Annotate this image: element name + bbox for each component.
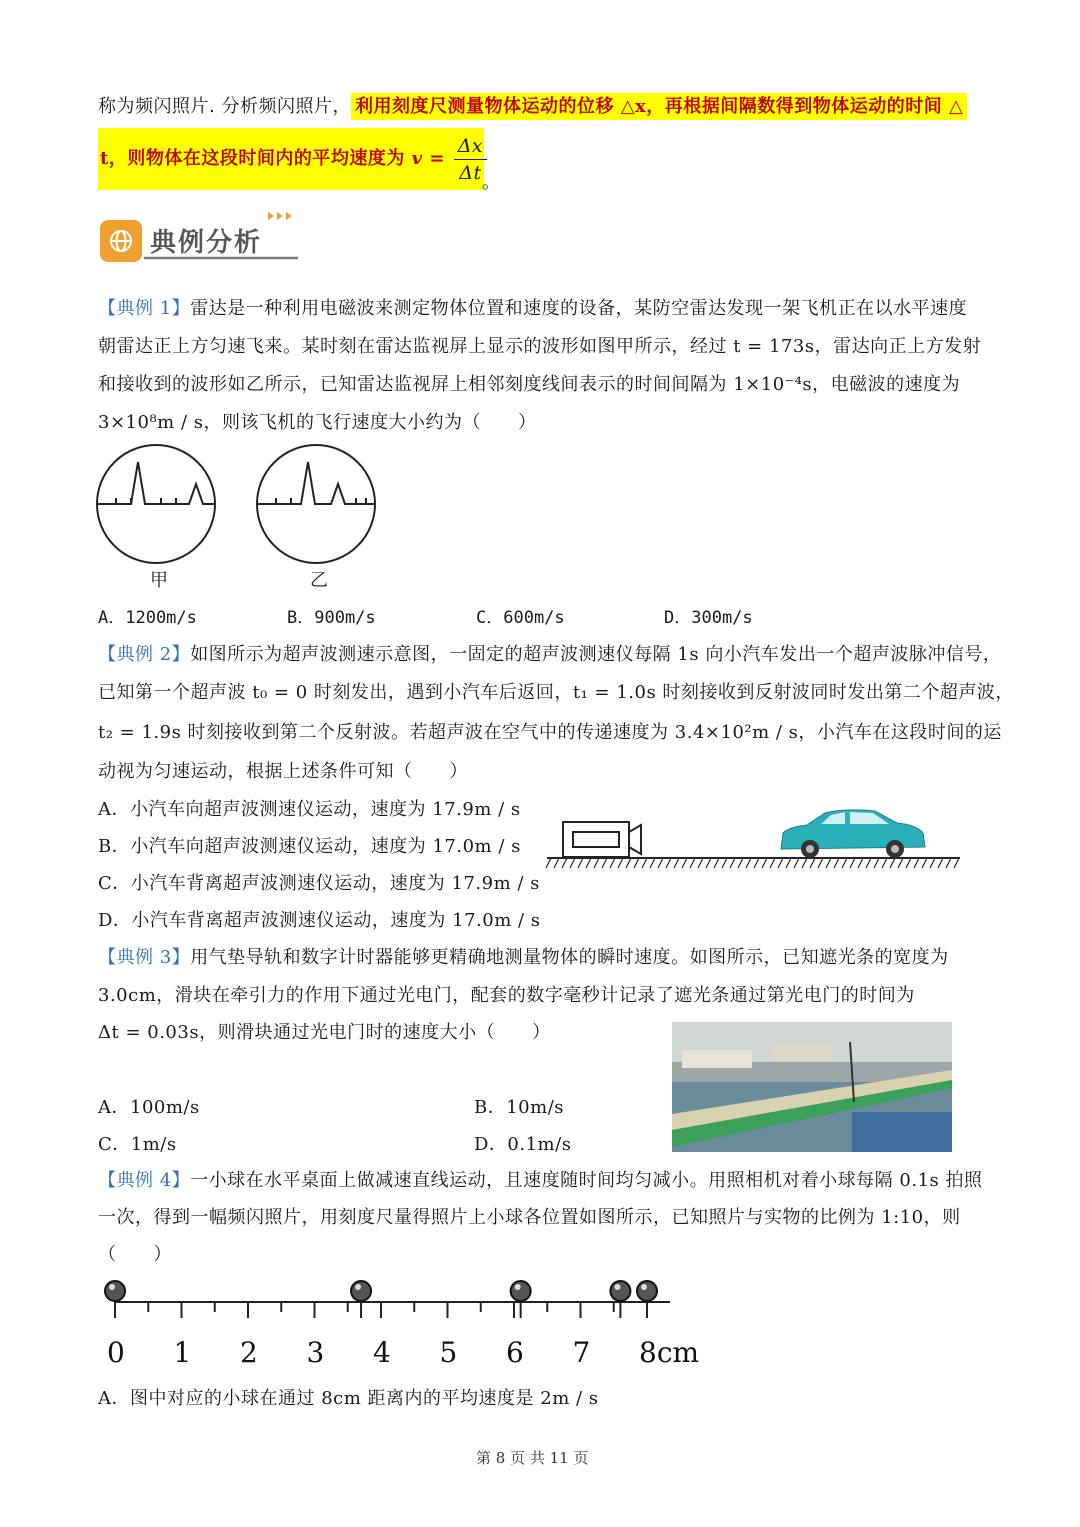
ball-highlight	[355, 1284, 361, 1290]
fraction-denominator: Δt	[459, 161, 482, 184]
ex3-option-b: B．10m/s	[474, 1097, 565, 1118]
intro-line-1	[98, 92, 967, 118]
ruler-label: 7	[572, 1336, 591, 1369]
ruler-label: 6	[506, 1336, 524, 1369]
ruler-label: 0	[107, 1336, 125, 1369]
ex2-text-4: 动视为匀速运动，根据上述条件可知（ ）	[98, 761, 468, 782]
intro-line-2	[98, 128, 484, 190]
ex2-option-d: D．小汽车背离超声波测速仪运动，速度为 17.0m / s	[98, 910, 541, 931]
ex1-text-2: 朝雷达正上方匀速飞来。某时刻在雷达监视屏上显示的波形如图甲所示，经过 t = 173s，雷达向正上方发射	[98, 336, 982, 357]
ex3-option-a: A．100m/s	[98, 1097, 200, 1118]
ex2-text-1: 如图所示为超声波测速示意图，一固定的超声波测速仪每隔 1s 向小汽车发出一个超声波脉冲信号，	[190, 644, 1002, 665]
fraction-numerator: Δx	[454, 133, 487, 160]
ex4-text-2: 一次，得到一幅频闪照片，用刻度尺量得照片上小球各位置如图所示，已知照片与实物的比例为 1:10，则	[98, 1207, 961, 1228]
intro-highlight-2: t，则物体在这段时间内的平均速度为	[100, 148, 405, 169]
ruler-figure	[95, 1272, 715, 1372]
ex4-text-3: （ ）	[98, 1244, 172, 1265]
ex1-option-b: B．900m/s	[287, 608, 376, 628]
radar-screen-a	[97, 445, 215, 563]
radar-screen-b	[257, 445, 375, 563]
ex3-text-2: 3.0cm，滑块在牵引力的作用下通过光电门，配套的数字毫秒计记录了遮光条通过第光电门的时间为	[98, 985, 915, 1006]
ex4-option-a: A．图中对应的小球在通过 8cm 距离内的平均速度是 2m / s	[98, 1388, 599, 1409]
intro-plain-text: 称为频闪照片. 分析频闪照片，	[98, 96, 351, 117]
air-track-illustration	[672, 1022, 952, 1152]
ball-highlight	[614, 1284, 620, 1290]
ex1-tag: 【典例 1】	[98, 298, 191, 319]
section-title: 典例分析	[150, 228, 263, 258]
ex2-tag: 【典例 2】	[98, 644, 191, 665]
speed-detector	[563, 822, 641, 857]
radar-label-a: 甲	[150, 570, 169, 591]
ex3-option-c: C．1m/s	[98, 1134, 177, 1155]
ball-highlight	[641, 1284, 647, 1290]
ruler-label: 8cm	[639, 1336, 700, 1369]
ex1-option-a: A．1200m/s	[98, 608, 197, 628]
ball	[637, 1281, 657, 1301]
ex4-tag: 【典例 4】	[98, 1170, 191, 1191]
ex2-option-c: C．小汽车背离超声波测速仪运动，速度为 17.9m / s	[98, 873, 540, 894]
ex1-option-c: C．600m/s	[476, 608, 565, 628]
ex1-text-3: 和接收到的波形如乙所示，已知雷达监视屏上相邻刻度线间表示的时间间隔为 1×10⁻⁴s，电磁波的速度为	[98, 374, 961, 395]
ruler-ticks	[115, 1302, 647, 1318]
ball	[105, 1281, 125, 1301]
ex2-line-1	[98, 640, 1001, 666]
ruler-label: 2	[240, 1336, 258, 1369]
ex1-line-1	[98, 294, 967, 320]
ex2-option-b: B．小汽车向超声波测速仪运动，速度为 17.0m / s	[98, 836, 521, 857]
ex4-line-1	[98, 1166, 983, 1192]
ruler-label: 3	[306, 1336, 325, 1369]
ball-highlight	[109, 1284, 115, 1290]
car-icon	[781, 810, 925, 858]
page-footer: 第 8 页 共 11 页	[476, 1449, 589, 1467]
v-symbol: v =	[411, 148, 445, 169]
ultrasonic-speed-figure	[545, 805, 965, 870]
intro-period: 。	[482, 172, 501, 193]
ex3-option-d: D．0.1m/s	[474, 1134, 572, 1155]
ruler-label: 4	[373, 1336, 391, 1369]
ex2-text-2: 已知第一个超声波 t₀ = 0 时刻发出，遇到小汽车后返回，t₁ = 1.0s 时刻接收到反射波同时发出第二个超声波，	[98, 682, 1014, 703]
ex1-text-4: 3×10⁸m / s，则该飞机的飞行速度大小约为（ ）	[98, 412, 537, 433]
ball	[511, 1281, 531, 1301]
ex3-text-1: 用气垫导轨和数字计时器能够更精确地测量物体的瞬时速度。如图所示，已知遮光条的宽度为	[190, 947, 949, 968]
radar-label-b: 乙	[310, 570, 329, 591]
ex3-text-3: Δt = 0.03s，则滑块通过光电门时的速度大小（ ）	[98, 1022, 551, 1043]
radar-screens-figure	[96, 444, 386, 569]
ex1-option-d: D．300m/s	[664, 608, 753, 628]
air-track-photo	[672, 1022, 952, 1152]
intro-highlight-1: 利用刻度尺测量物体运动的位移 △x，再根据间隔数得到物体运动的时间 △	[351, 93, 967, 120]
ball-highlight	[515, 1284, 521, 1290]
ruler-labels	[107, 1336, 699, 1369]
ground-hatching	[546, 858, 959, 868]
ruler-label: 5	[439, 1336, 458, 1369]
ball	[351, 1281, 371, 1301]
ex2-text-3: t₂ = 1.9s 时刻接收到第二个反射波。若超声波在空气中的传递速度为 3.4×10²m / s，小汽车在这段时间的运	[98, 722, 1002, 743]
ex4-text-1: 一小球在水平桌面上做减速直线运动，且速度随时间均匀减小。用照相机对着小球每隔 0.1s 拍照	[190, 1170, 983, 1191]
ruler-label: 1	[173, 1336, 192, 1369]
ball	[610, 1281, 630, 1301]
ex1-text-1: 雷达是一种利用电磁波来测定物体位置和速度的设备，某防空雷达发现一架飞机正在以水平速度	[190, 298, 968, 319]
ex2-option-a: A．小汽车向超声波测速仪运动，速度为 17.9m / s	[98, 799, 521, 820]
ex3-tag: 【典例 3】	[98, 947, 191, 968]
ex3-line-1	[98, 943, 949, 969]
